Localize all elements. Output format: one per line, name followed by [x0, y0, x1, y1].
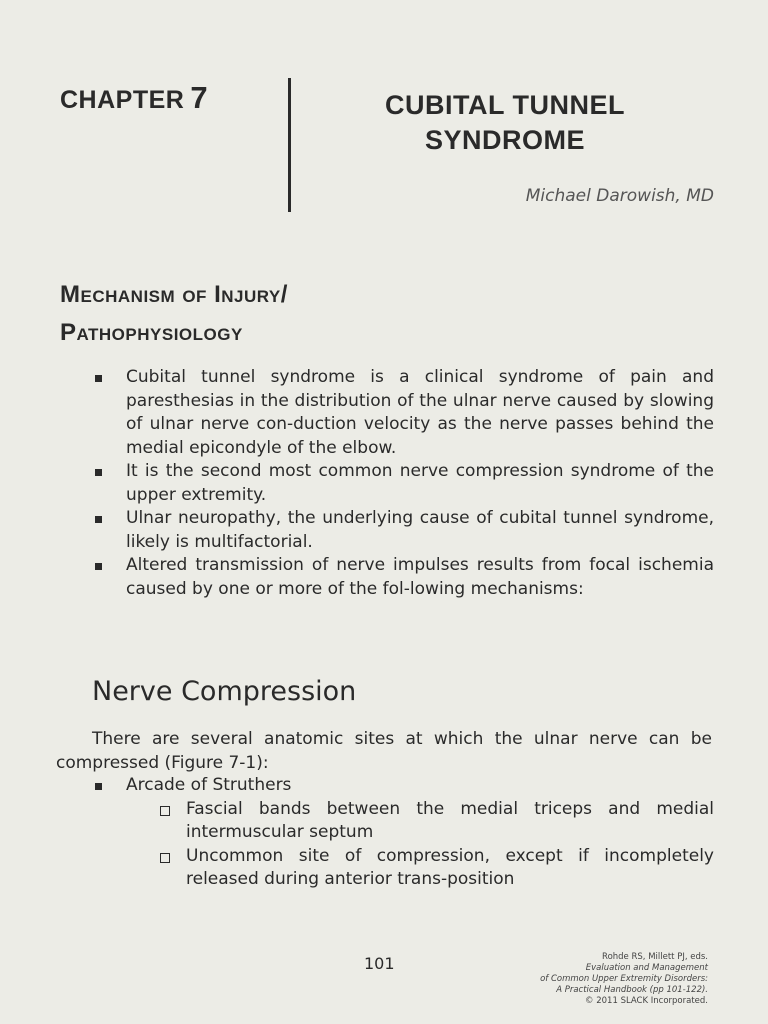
compression-site-list	[88, 774, 714, 892]
title-divider	[288, 78, 291, 212]
section-heading	[60, 276, 288, 352]
site-item	[88, 774, 714, 892]
section-heading-line-1: Mechanism of Injury/	[60, 281, 288, 308]
bullet-item: Altered transmission of nerve impulses results from focal ischemia caused by one or more of the fol-lowing mechanisms:	[88, 554, 714, 601]
citation-line: A Practical Handbook (pp 101-122).	[556, 985, 708, 995]
bullet-item: Ulnar neuropathy, the underlying cause of cubital tunnel syndrome, likely is multifactorial.	[88, 507, 714, 554]
site-detail-item: Uncommon site of compression, except if incompletely released during anterior trans-position	[156, 845, 714, 892]
section-heading-line-2: Pathophysiology	[60, 319, 243, 346]
citation-line: of Common Upper Extremity Disorders:	[540, 974, 708, 984]
chapter-number: 7	[190, 80, 209, 115]
site-detail-item: Fascial bands between the medial triceps and medial intermuscular septum	[156, 798, 714, 845]
citation-line: Evaluation and Management	[585, 963, 708, 973]
citation-line: Rohde RS, Millett PJ, eds.	[602, 952, 708, 962]
chapter-title	[330, 88, 680, 158]
bullet-item: It is the second most common nerve compression syndrome of the upper extremity.	[88, 460, 714, 507]
subsection-heading: Nerve Compression	[92, 676, 357, 707]
site-name: Arcade of Struthers	[126, 775, 292, 795]
page-number: 101	[364, 954, 395, 973]
author-name: Michael Darowish, MD	[525, 186, 714, 206]
citation-line: © 2011 SLACK Incorporated.	[585, 996, 708, 1006]
subsection-intro: There are several anatomic sites at which the ulnar nerve can be compressed (Figure 7-1):	[56, 729, 712, 773]
mechanism-bullet-list	[88, 366, 714, 601]
site-detail-list	[156, 798, 714, 892]
chapter-title-line-1: CUBITAL TUNNEL	[385, 90, 625, 120]
chapter-label-text: CHAPTER	[60, 86, 185, 114]
citation-block	[448, 952, 708, 1007]
chapter-label	[60, 80, 208, 116]
bullet-item: Cubital tunnel syndrome is a clinical syndrome of pain and paresthesias in the distribution of the ulnar nerve caused by slowing of ulnar nerve con-duction velocity as the nerve passes behind the medial epicondyle of the elbow.	[88, 366, 714, 460]
chapter-title-line-2: SYNDROME	[424, 125, 585, 155]
